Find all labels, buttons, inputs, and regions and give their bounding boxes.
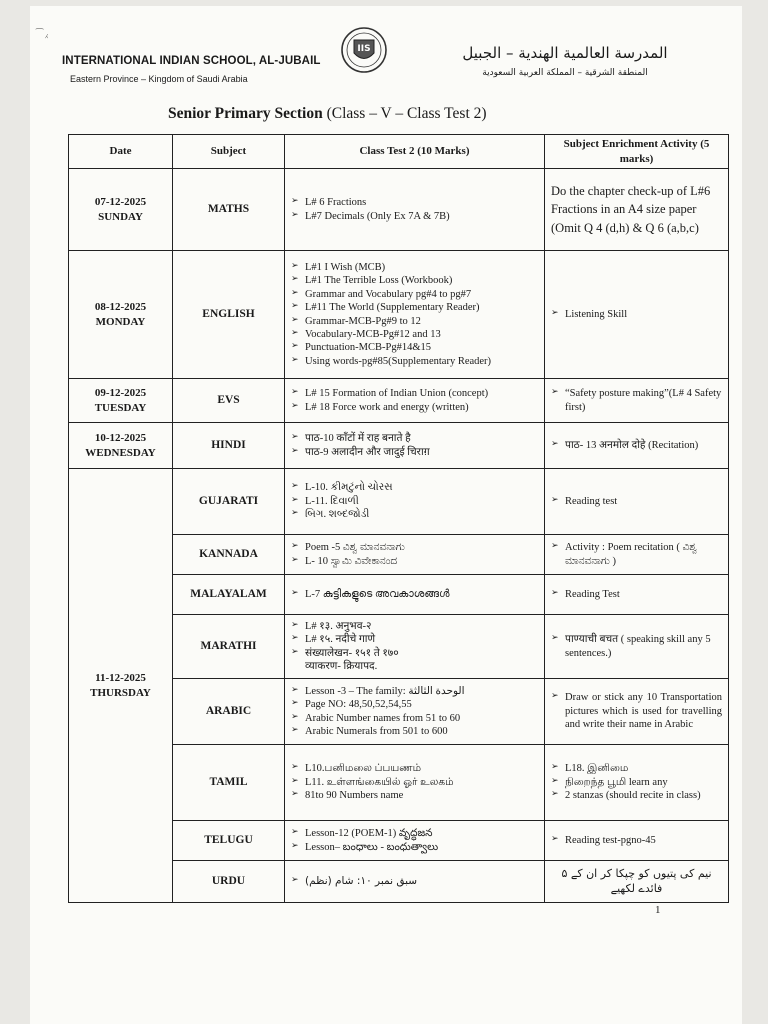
section-title: Senior Primary Section bbox=[168, 105, 323, 122]
region-english: Eastern Province – Kingdom of Saudi Arabia bbox=[70, 74, 248, 84]
test-cell: ➢ L10.பனிமலை ப்பயணம் ➢ L11. உள்ளங்கையில் ஓர் உலகம் ➢ 81to 90 Numbers name bbox=[285, 745, 545, 821]
enrichment-cell: ➢ Reading test bbox=[545, 469, 729, 535]
test-cell: ➢ Lesson-12 (POEM-1) వృద్ధజన ➢ Lesson– బంధాలు - బంధుత్వాలు bbox=[285, 821, 545, 861]
date-cell: 07-12-2025 SUNDAY bbox=[69, 169, 173, 251]
test-cell: ➢ L-10. કીમટુંનો ચોરસ ➢ L-11. દિવાળી ➢ બિગ. શબ્દજોડી bbox=[285, 469, 545, 535]
school-name-english: INTERNATIONAL INDIAN SCHOOL, AL-JUBAIL bbox=[62, 55, 321, 67]
enrichment-cell: ➢ “Safety posture making”(L# 4 Safety first) bbox=[545, 379, 729, 423]
school-name-arabic: المدرسة العالمية الهندية – الجبيل bbox=[462, 44, 668, 62]
class-test-subtitle: (Class – V – Class Test 2) bbox=[326, 105, 487, 122]
page-number: 1 bbox=[655, 904, 661, 916]
subject-cell: HINDI bbox=[173, 423, 285, 469]
test-cell: ➢ L-7 കുട്ടികളുടെ അവകാശങ്ങൾ bbox=[285, 575, 545, 615]
table-header-row bbox=[69, 135, 729, 169]
test-cell: ➢ L# 15 Formation of Indian Union (concept) ➢ L# 18 Force work and energy (written) bbox=[285, 379, 545, 423]
enrichment-cell: ➢ L18. இனிமை ➢ நிறைந்த பூமி learn any ➢ 2 stanzas (should recite in class) bbox=[545, 745, 729, 821]
col-header-subject: Subject bbox=[173, 135, 285, 169]
subject-cell: KANNADA bbox=[173, 535, 285, 575]
logo-text: IIS bbox=[357, 44, 371, 54]
corner-mark: ⁀ ⁁ bbox=[36, 28, 48, 38]
test-cell bbox=[285, 861, 545, 903]
table-row bbox=[69, 251, 729, 379]
enrichment-cell: ➢ Draw or stick any 10 Transportation pictures which is used for travelling and write their name in Arabic bbox=[545, 679, 729, 745]
date-cell: 09-12-2025 TUESDAY bbox=[69, 379, 173, 423]
col-header-date: Date bbox=[69, 135, 173, 169]
date-cell: 10-12-2025 WEDNESDAY bbox=[69, 423, 173, 469]
subject-cell: ENGLISH bbox=[173, 251, 285, 379]
subject-cell: MARATHI bbox=[173, 615, 285, 679]
table-row bbox=[69, 423, 729, 469]
subject-cell: MALAYALAM bbox=[173, 575, 285, 615]
page-title bbox=[168, 105, 487, 123]
test-cell: ➢ L# १३. अनुभव-२ ➢ L# १५. नदीचे गाणे ➢ संख्यालेखन- १५१ ते १७० व्याकरण- क्रियापद. bbox=[285, 615, 545, 679]
enrichment-cell: ➢ Activity : Poem recitation ( ವಿಶ್ವ ಮಾನವನಾಗು ) bbox=[545, 535, 729, 575]
date-cell: 11-12-2025 THURSDAY bbox=[69, 469, 173, 903]
subject-cell: URDU bbox=[173, 861, 285, 903]
col-header-test: Class Test 2 (10 Marks) bbox=[285, 135, 545, 169]
enrichment-cell: ➢ पाठ- 13 अनमोल दोहे (Recitation) bbox=[545, 423, 729, 469]
enrichment-cell: نیم کی پتیوں کو چپکا کر ان کے ۵ فائدے لکھیے bbox=[545, 861, 729, 903]
enrichment-cell: ➢ Reading Test bbox=[545, 575, 729, 615]
test-cell: ➢ L#1 I Wish (MCB) ➢ L#1 The Terrible Loss (Workbook) ➢ Grammar and Vocabulary pg#4 to pg#7 ➢ L#11 The World (Supplementary Reader) ➢ Grammar-MCB-Pg#9 to 12 ➢ Vocabulary-MCB-Pg#12 and 13 ➢ Punctuation-MCB-Pg#14&15 ➢ Using words-pg#85(Supplementary Reader) bbox=[285, 251, 545, 379]
urdu-lesson: سبق نمبر ۱۰: شام (نظم) bbox=[305, 874, 418, 887]
test-cell: ➢ Lesson -3 – The family: الوحدة الثالثة ➢ Page NO: 48,50,52,54,55 ➢ Arabic Number names from 51 to 60 ➢ Arabic Numerals from 501 to 600 bbox=[285, 679, 545, 745]
enrichment-cell: ➢ पाण्याची बचत ( speaking skill any 5 sentences.) bbox=[545, 615, 729, 679]
exam-schedule-table bbox=[68, 134, 729, 903]
subject-cell: TAMIL bbox=[173, 745, 285, 821]
date-cell: 08-12-2025 MONDAY bbox=[69, 251, 173, 379]
test-cell: ➢ पाठ-10 काँटों में राह बनाते है ➢ पाठ-9 अलादीन और जादुई चिराग़ bbox=[285, 423, 545, 469]
test-cell: ➢ L# 6 Fractions ➢ L#7 Decimals (Only Ex 7A & 7B) bbox=[285, 169, 545, 251]
subject-cell: TELUGU bbox=[173, 821, 285, 861]
subject-cell: EVS bbox=[173, 379, 285, 423]
grammar-topic: व्याकरण- क्रियापद. bbox=[305, 660, 378, 672]
subject-cell: ARABIC bbox=[173, 679, 285, 745]
table-row bbox=[69, 379, 729, 423]
test-cell: ➢ Poem -5 ವಿಶ್ವ ಮಾನವನಾಗು ➢ L- 10 ಸ್ವಾಮಿ ವಿವೇಕಾನಂದ bbox=[285, 535, 545, 575]
school-logo-icon bbox=[340, 26, 388, 74]
enrichment-cell: ➢ Listening Skill bbox=[545, 251, 729, 379]
subject-cell: MATHS bbox=[173, 169, 285, 251]
table-row bbox=[69, 169, 729, 251]
region-arabic: المنطقة الشرقية – المملكة العربية السعودية bbox=[482, 68, 648, 78]
enrichment-cell: Do the chapter check-up of L#6 Fractions in an A4 size paper (Omit Q 4 (d,h) & Q 6 (a,b,c) bbox=[545, 169, 729, 251]
table-row bbox=[69, 469, 729, 535]
col-header-enrichment: Subject Enrichment Activity (5 marks) bbox=[545, 135, 729, 169]
enrichment-cell: ➢ Reading test-pgno-45 bbox=[545, 821, 729, 861]
subject-cell: GUJARATI bbox=[173, 469, 285, 535]
